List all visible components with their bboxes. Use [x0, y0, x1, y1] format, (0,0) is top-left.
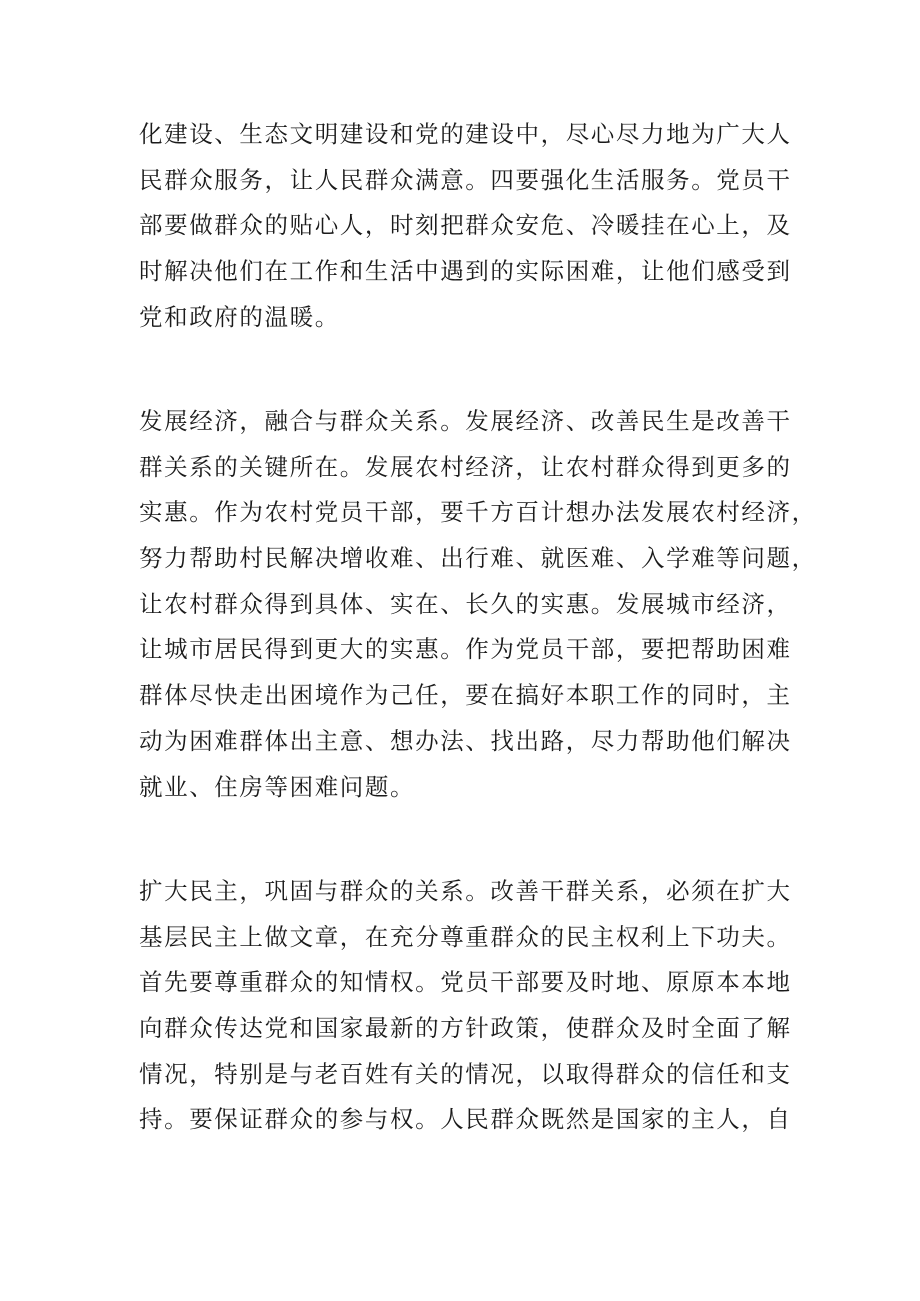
paragraph-expand-democracy — [139, 869, 792, 1143]
text-line: 情况，特别是与老百姓有关的情况，以取得群众的信任和支 — [139, 1059, 792, 1088]
text-line: 首先要尊重群众的知情权。党员干部要及时地、原原本本地 — [139, 968, 792, 997]
text-line: 实惠。作为农村党员干部，要千方百计想办法发展农村经济， — [139, 498, 817, 527]
text-line: 群体尽快走出困境作为己任，要在搞好本职工作的同时，主 — [139, 681, 792, 710]
text-line: 时解决他们在工作和生活中遇到的实际困难，让他们感受到 — [139, 257, 792, 286]
text-line: 让农村群众得到具体、实在、长久的实惠。发展城市经济， — [139, 589, 792, 618]
text-line: 扩大民主，巩固与群众的关系。改善干群关系，必须在扩大 — [139, 877, 792, 905]
text-line: 努力帮助村民解决增收难、出行难、就医难、入学难等问题， — [139, 544, 817, 573]
paragraph-develop-economy — [139, 399, 817, 810]
text-line: 基层民主上做文章，在充分尊重群众的民主权利上下功夫。 — [139, 922, 792, 951]
text-line: 群关系的关键所在。发展农村经济，让农村群众得到更多的 — [139, 452, 792, 481]
text-line: 部要做群众的贴心人，时刻把群众安危、冷暖挂在心上，及 — [139, 211, 792, 240]
text-line: 党和政府的温暖。 — [139, 302, 340, 331]
text-line: 就业、住房等困难问题。 — [139, 772, 416, 801]
text-line: 化建设、生态文明建设和党的建设中，尽心尽力地为广大人 — [139, 120, 792, 148]
text-line: 民群众服务，让人民群众满意。四要强化生活服务。党员干 — [139, 165, 792, 194]
text-line: 让城市居民得到更大的实惠。作为党员干部，要把帮助困难 — [139, 635, 792, 664]
paragraph-life-service — [139, 112, 792, 340]
text-line: 持。要保证群众的参与权。人民群众既然是国家的主人，自 — [139, 1105, 792, 1134]
text-line: 向群众传达党和国家最新的方针政策，使群众及时全面了解 — [139, 1014, 792, 1043]
text-line: 发展经济，融合与群众关系。发展经济、改善民生是改善干 — [139, 407, 792, 435]
text-line: 动为困难群体出主意、想办法、找出路，尽力帮助他们解决 — [139, 726, 792, 755]
